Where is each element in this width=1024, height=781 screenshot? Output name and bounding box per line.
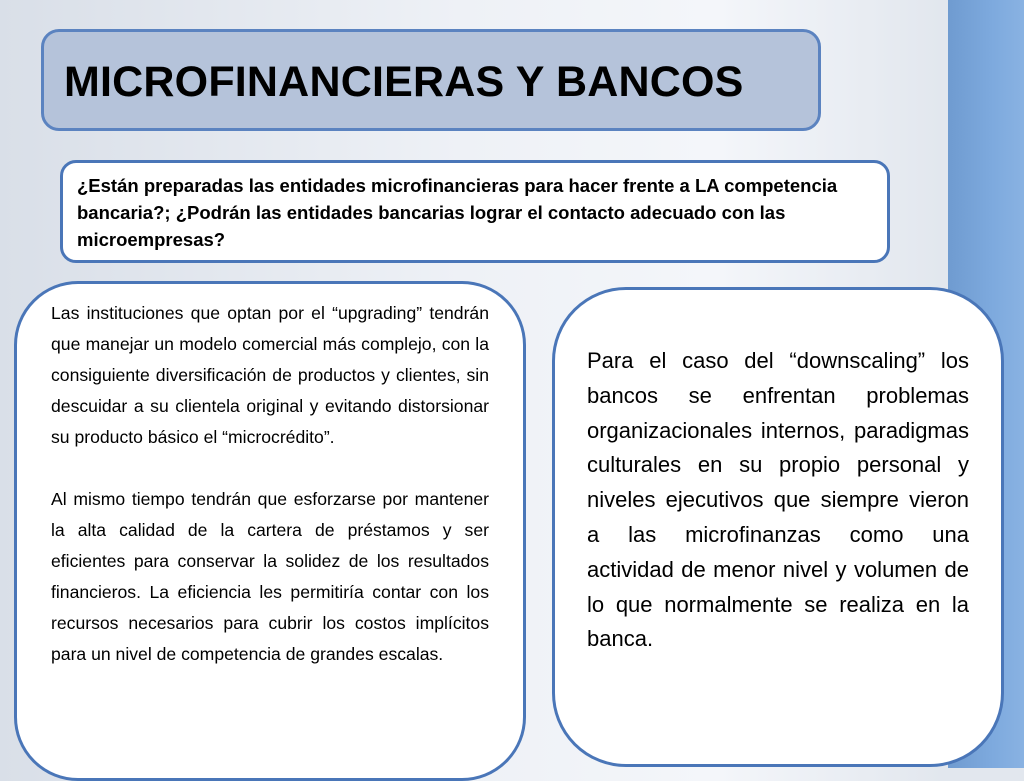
slide-title: MICROFINANCIERAS Y BANCOS (64, 58, 744, 106)
left-panel-upgrading (14, 281, 526, 781)
left-paragraph-1: Las instituciones que optan por el “upgrading” tendrán que manejar un modelo comercial más complejo, con la consiguiente diversificación de productos y clientes, sin descuidar a su clientela original y evitando distorsionar su producto básico el “microcrédito”. (51, 303, 489, 447)
question-text: ¿Están preparadas las entidades microfinancieras para hacer frente a LA competencia bancaria?; ¿Podrán las entidades bancarias lograr el contacto adecuado con las microempresas? (77, 175, 838, 250)
right-paragraph: Para el caso del “downscaling” los bancos se enfrentan problemas organizacionales internos, paradigmas culturales en su propio personal y niveles ejecutivos que siempre vieron a las microfinanzas como una actividad de menor nivel y volumen de lo que normalmente se realiza en la banca. (587, 348, 969, 652)
question-box (60, 160, 890, 263)
right-panel-downscaling (552, 287, 1004, 767)
title-box (41, 29, 821, 131)
left-paragraph-2: Al mismo tiempo tendrán que esforzarse por mantener la alta calidad de la cartera de préstamos y ser eficientes para conservar la solidez de los resultados financieros. La eficiencia les permitiría contar con los recursos necesarios para cubrir los costos implícitos para un nivel de competencia de grandes escalas. (51, 489, 489, 664)
